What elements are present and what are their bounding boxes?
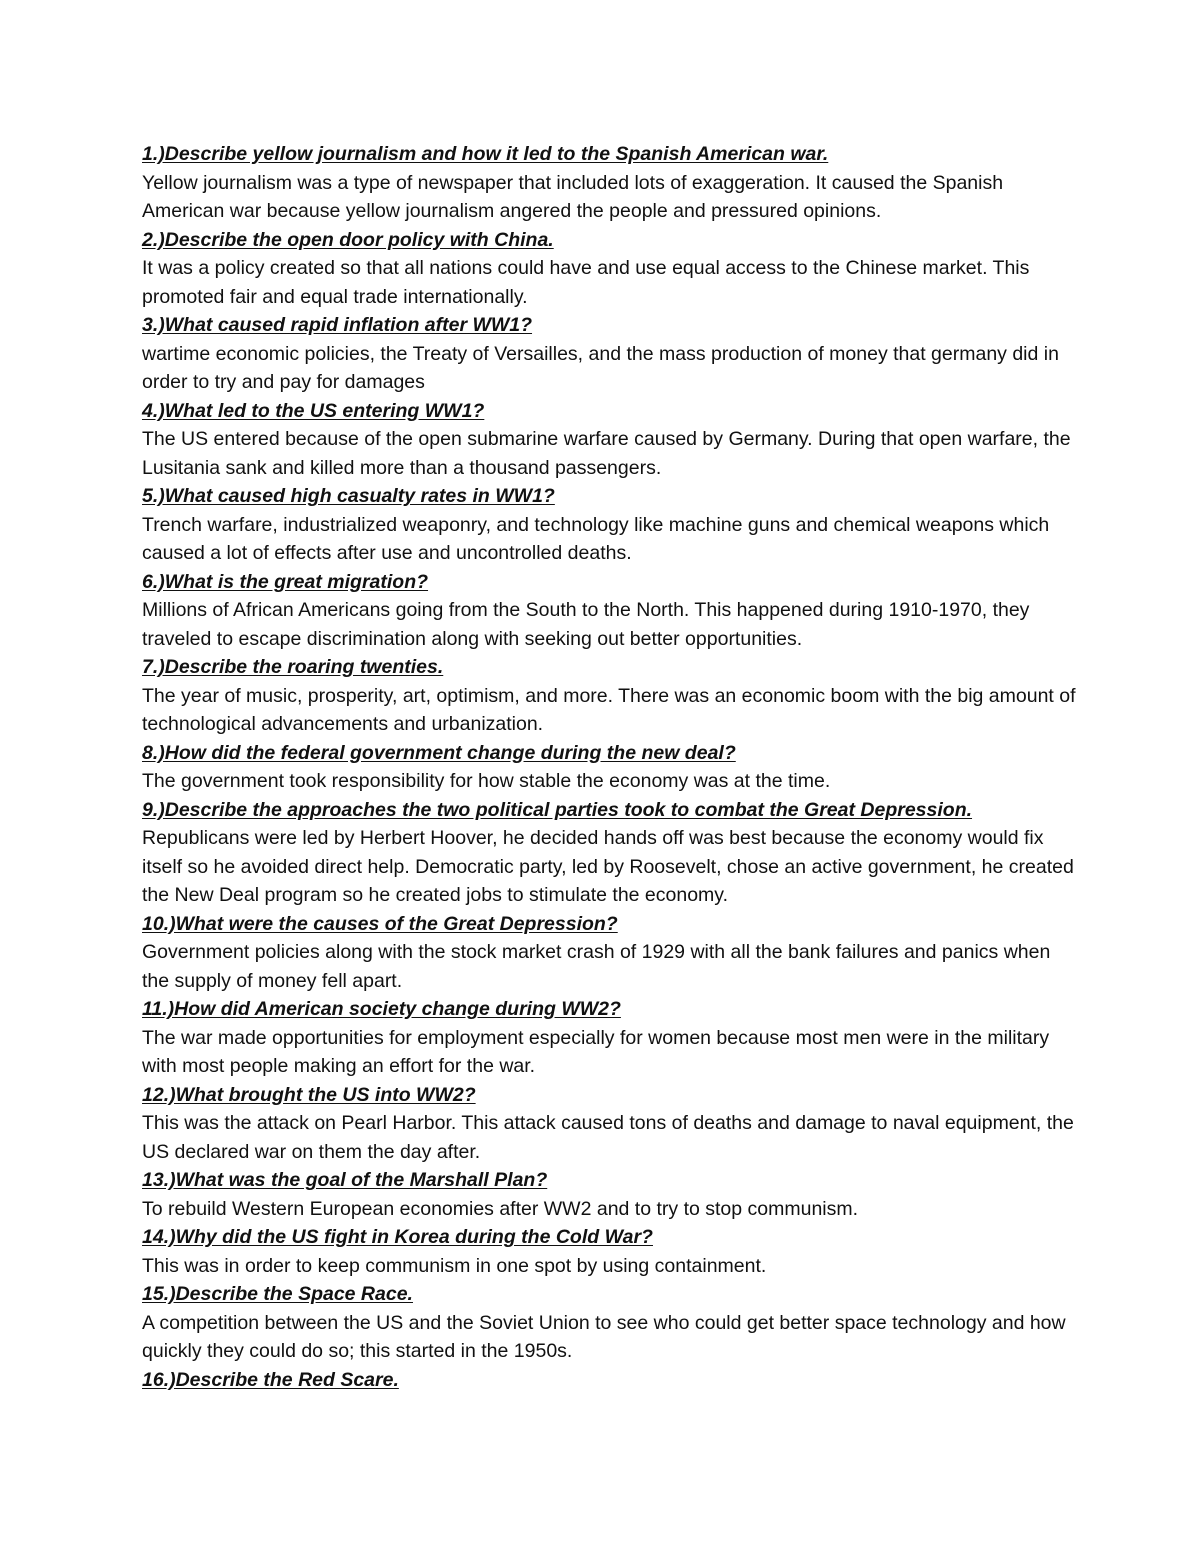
question-7: 7.)Describe the roaring twenties. [142,656,444,678]
question-4: 4.)What led to the US entering WW1? [142,399,485,422]
answer-2: It was a policy created so that all nations could have and use equal access to the Chinese market. This promoted fair and equal trade internationally. [142,257,1030,308]
answer-8: The government took responsibility for how stable the economy was at the time. [142,770,831,792]
qa-item-6 [142,568,1082,654]
question-13: 13.)What was the goal of the Marshall Plan? [142,1169,548,1191]
qa-item-13 [142,1166,1082,1223]
answer-14: This was in order to keep communism in one spot by using containment. [142,1254,767,1277]
question-5: 5.)What caused high casualty rates in WW1? [142,485,555,507]
question-6: 6.)What is the great migration? [142,570,429,593]
qa-item-4 [142,397,1082,483]
qa-item-12 [142,1081,1082,1167]
qa-item-3 [142,311,1082,397]
answer-9: Republicans were led by Herbert Hoover, he decided hands off was best because the economy would fix itself so he avoided direct help. Democratic party, led by Roosevelt, chose an active government, he created the New Deal program so he created jobs to stimulate the economy. [142,827,1074,906]
question-15: 15.)Describe the Space Race. [142,1283,413,1305]
question-8: 8.)How did the federal government change during the new deal? [142,741,736,764]
answer-15: A competition between the US and the Soviet Union to see who could get better space technology and how quickly they could do so; this started in the 1950s. [142,1311,1066,1362]
answer-4: The US entered because of the open submarine warfare caused by Germany. During that open warfare, the Lusitania sank and killed more than a thousand passengers. [142,428,1071,479]
qa-item-1 [142,140,1082,226]
question-11: 11.)How did American society change during WW2? [142,998,621,1020]
qa-item-5 [142,482,1082,568]
question-9: 9.)Describe the approaches the two political parties took to combat the Great Depression. [142,798,973,821]
question-14: 14.)Why did the US fight in Korea during the Cold War? [142,1226,653,1248]
question-2: 2.)Describe the open door policy with China. [142,228,554,251]
answer-3: wartime economic policies, the Treaty of Versailles, and the mass production of money that germany did in order to try and pay for damages [142,342,1059,393]
qa-item-11 [142,995,1082,1081]
answer-6: Millions of African Americans going from the South to the North. This happened during 1910-1970, they traveled to escape discrimination along with seeking out better opportunities. [142,599,1030,650]
question-10: 10.)What were the causes of the Great Depression? [142,912,618,935]
qa-item-16 [142,1366,1082,1395]
question-3: 3.)What caused rapid inflation after WW1? [142,314,533,336]
qa-item-7 [142,653,1082,739]
answer-5: Trench warfare, industrialized weaponry, and technology like machine guns and chemical weapons which caused a lot of effects after use and uncontrolled deaths. [142,513,1050,564]
question-16: 16.)Describe the Red Scare. [142,1368,399,1391]
qa-item-2 [142,226,1082,312]
qa-item-8 [142,739,1082,796]
answer-10: Government policies along with the stock market crash of 1929 with all the bank failures and panics when the supply of money fell apart. [142,941,1051,992]
question-12: 12.)What brought the US into WW2? [142,1083,476,1106]
answer-13: To rebuild Western European economies after WW2 and to try to stop communism. [142,1197,859,1220]
qa-item-10 [142,910,1082,996]
answer-7: The year of music, prosperity, art, optimism, and more. There was an economic boom with the big amount of technological advancements and urbanization. [142,684,1076,735]
answer-1: Yellow journalism was a type of newspaper that included lots of exaggeration. It caused the Spanish American war because yellow journalism angered the people and pressured opinions. [142,171,1004,222]
qa-item-15 [142,1280,1082,1366]
qa-item-9 [142,796,1082,910]
answer-11: The war made opportunities for employment especially for women because most men were in the military with most people making an effort for the war. [142,1026,1050,1077]
qa-item-14 [142,1223,1082,1280]
document-body [142,140,1082,1394]
answer-12: This was the attack on Pearl Harbor. This attack caused tons of deaths and damage to naval equipment, the US declared war on them the day after. [142,1112,1074,1163]
question-1: 1.)Describe yellow journalism and how it led to the Spanish American war. [142,143,829,165]
